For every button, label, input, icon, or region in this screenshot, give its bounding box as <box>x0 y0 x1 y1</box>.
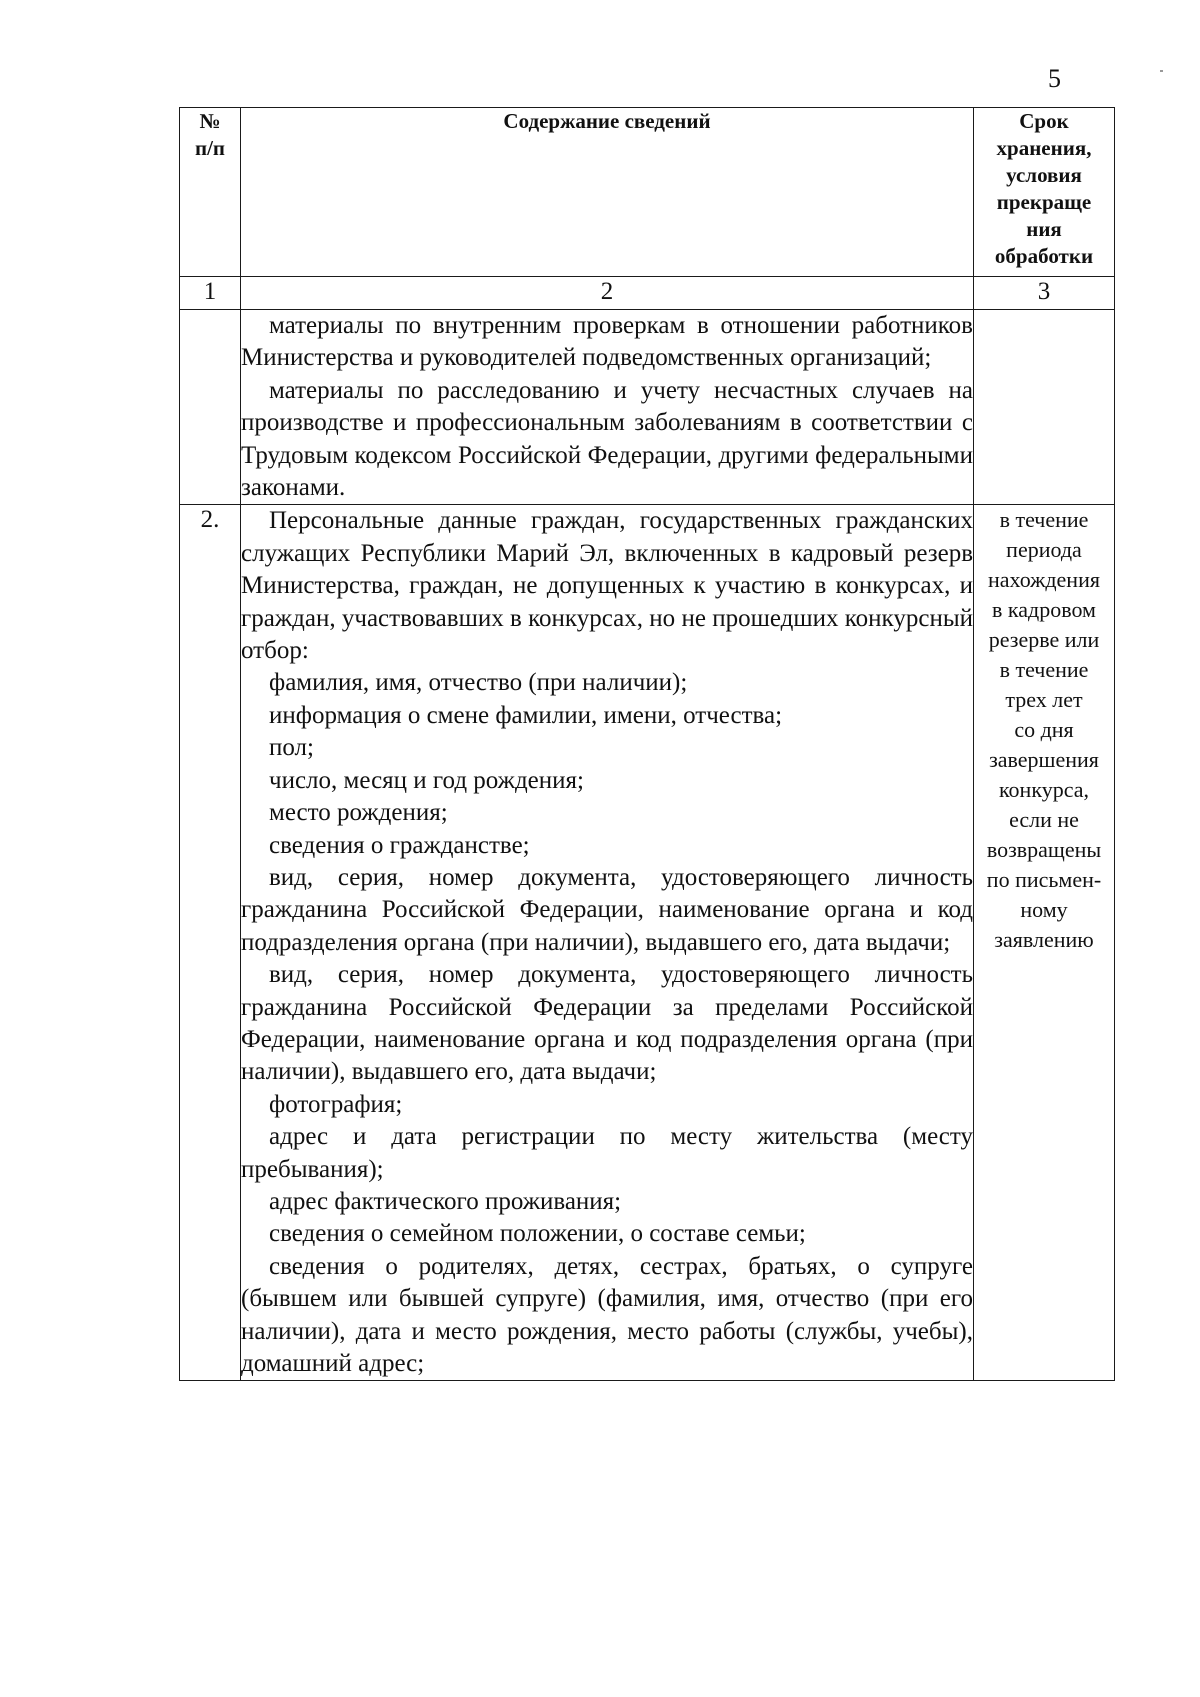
column-number: 3 <box>974 277 1115 310</box>
content-paragraph: число, месяц и год рождения; <box>269 766 584 794</box>
content-paragraph: фотография; <box>269 1090 403 1118</box>
header-num <box>180 108 241 277</box>
header-num-line: п/п <box>194 136 226 160</box>
header-term-line: прекраще <box>996 190 1092 214</box>
term-line: трех лет <box>1005 687 1083 713</box>
content-paragraph: вид, серия, номер документа, удостоверяющего личность гражданина Российской Федерации, наименование органа и код подразделения органа (при наличии), выдавшего его, дата выдачи; <box>241 863 973 956</box>
content-paragraph: материалы по внутренним проверкам в отношении работников Министерства и руководителей подведомственных организаций; <box>241 312 973 372</box>
term-line: ному <box>1020 897 1068 923</box>
column-number-row <box>180 277 1115 310</box>
row-number <box>180 310 241 505</box>
content-paragraph: сведения о гражданстве; <box>269 831 530 859</box>
term-line: возвращены <box>986 837 1102 863</box>
term-line: по письмен- <box>986 867 1102 893</box>
header-term-line: обработки <box>994 244 1094 268</box>
header-term-line: ния <box>1026 217 1062 241</box>
header-content: Содержание сведений <box>241 108 974 277</box>
term-line: периода <box>1006 537 1082 563</box>
table-row <box>180 310 1115 505</box>
row-content <box>241 310 974 505</box>
header-term-line: Срок <box>1019 109 1069 133</box>
data-table <box>179 107 1115 1381</box>
term-line: со дня <box>1014 717 1074 743</box>
term-line: в течение <box>999 657 1089 683</box>
column-number: 1 <box>180 277 241 310</box>
table-body <box>180 310 1115 1381</box>
header-term-line: условия <box>1006 163 1082 187</box>
header-term <box>974 108 1115 277</box>
content-paragraph: информация о смене фамилии, имени, отчества; <box>269 701 783 729</box>
term-line: конкурса, <box>998 777 1090 803</box>
table-row <box>180 505 1115 1381</box>
row-term <box>974 310 1115 505</box>
term-line: в кадровом <box>992 597 1096 623</box>
header-num-line: № <box>199 109 221 133</box>
term-line: резерве или <box>988 627 1100 653</box>
page-number: 5 <box>1048 64 1061 93</box>
content-paragraph: фамилия, имя, отчество (при наличии); <box>269 669 688 697</box>
content-paragraph: сведения о родителях, детях, сестрах, братьях, о супруге (бывшем или бывшей супруге) (фамилия, имя, отчество (при его наличии), дата и место рождения, место работы (службы, учебы), домашний адрес; <box>241 1252 973 1377</box>
content-paragraph: вид, серия, номер документа, удостоверяющего личность гражданина Российской Федерации за пределами Российской Федерации, наименование органа и код подразделения органа (при наличии), выдавшего его, дата выдачи; <box>241 961 973 1086</box>
row-content <box>241 505 974 1381</box>
column-number: 2 <box>241 277 974 310</box>
term-line: заявлению <box>994 927 1094 953</box>
content-paragraph: материалы по расследованию и учету несчастных случаев на производстве и профессиональным заболеваниям в соответствии с Трудовым кодексом Российской Федерации, другими федеральными законами. <box>241 376 973 502</box>
content-paragraph: место рождения; <box>269 799 448 827</box>
content-paragraph: адрес и дата регистрации по месту жительства (месту пребывания); <box>241 1123 973 1183</box>
term-line: нахождения <box>988 567 1100 593</box>
header-row <box>180 108 1115 277</box>
row-number: 2. <box>180 505 241 1381</box>
term-line: завершения <box>989 747 1099 773</box>
content-paragraph: сведения о семейном положении, о составе семьи; <box>269 1220 806 1248</box>
content-paragraph: пол; <box>269 734 314 762</box>
header-term-line: хранения, <box>996 136 1092 160</box>
content-paragraph: Персональные данные граждан, государственных гражданских служащих Республики Марий Эл, включенных в кадровый резерв Министерства, граждан, не допущенных к участию в конкурсах, и граждан, участвовавших в конкурсах, но не прошедших конкурсный отбор: <box>241 507 973 665</box>
term-line: если не <box>1009 807 1079 833</box>
row-term <box>974 505 1115 1381</box>
term-line: в течение <box>999 507 1089 533</box>
scan-mark <box>1160 70 1163 72</box>
content-paragraph: адрес фактического проживания; <box>269 1187 622 1215</box>
